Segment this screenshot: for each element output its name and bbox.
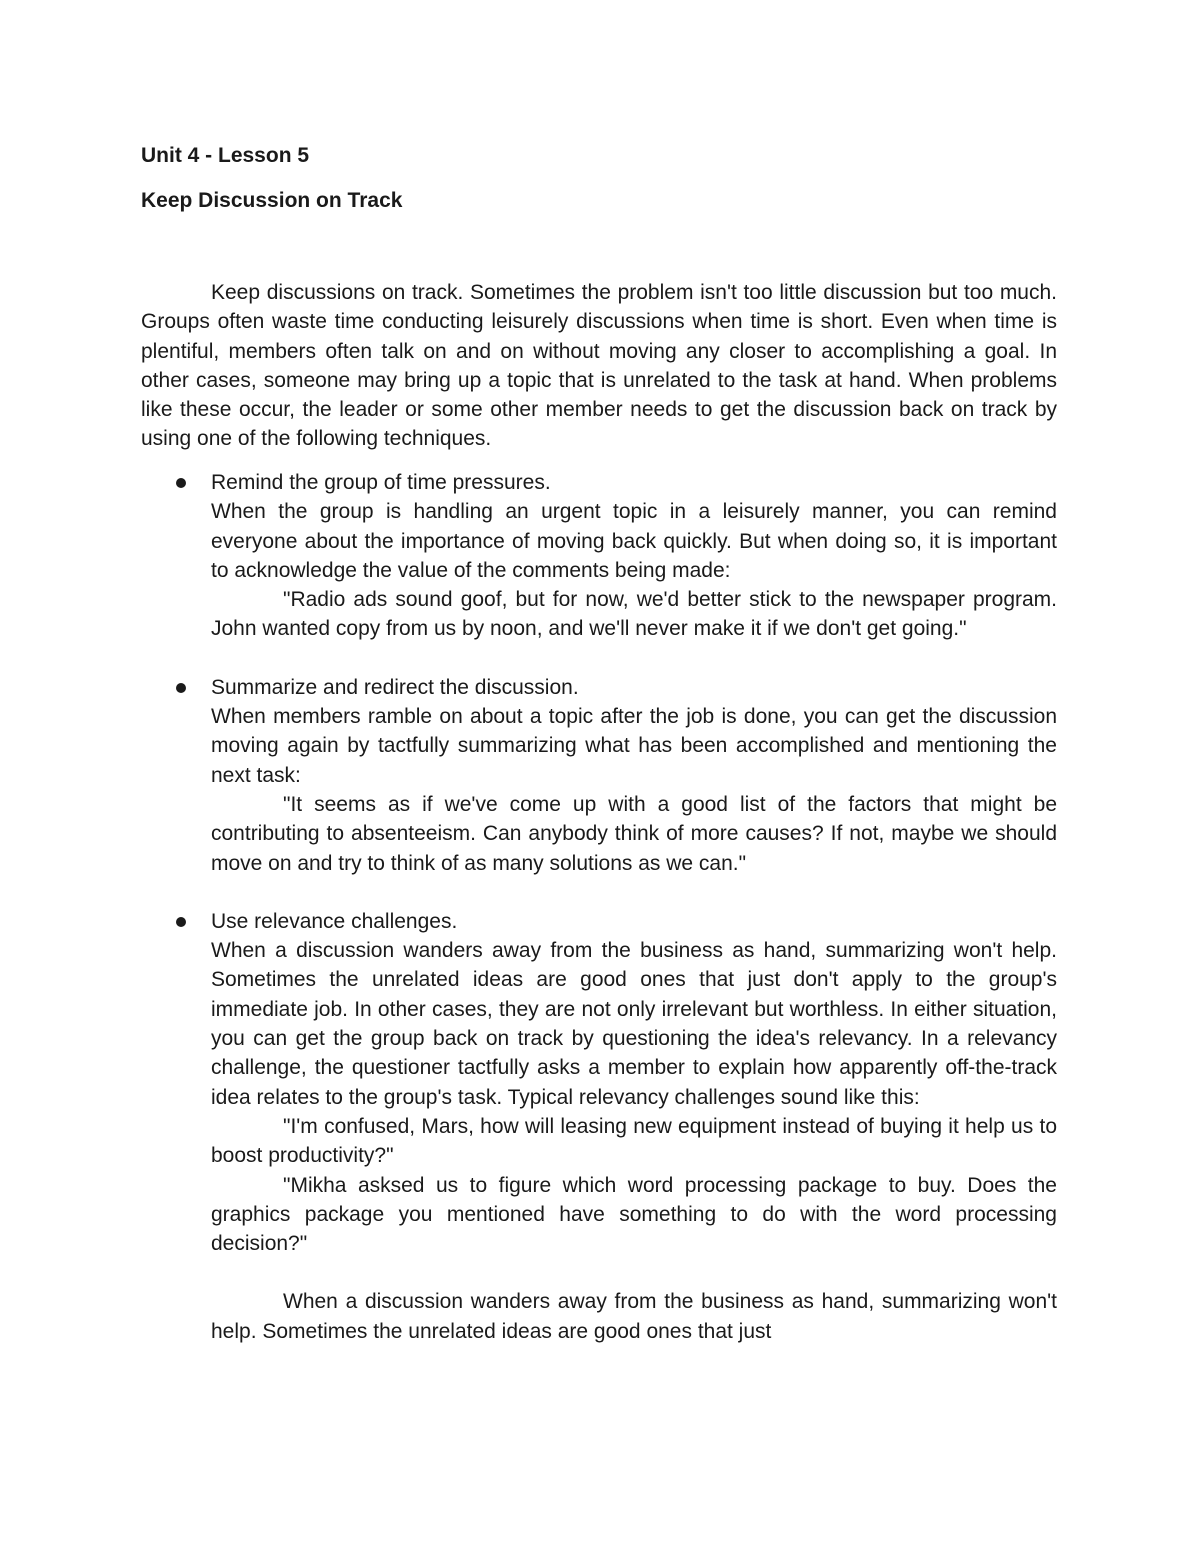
technique-item-relevance xyxy=(0,907,1200,1346)
technique-heading: Remind the group of time pressures. xyxy=(211,471,551,494)
technique-text: When a discussion wanders away from the business as hand, summarizing won't help. Sometimes the unrelated ideas are good ones that just don't apply to the group's immediate job. In other cases, they are not only irrelevant but worthless. In either situation, you can get the group back on track by questioning the idea's relevancy. In a relevancy challenge, the questioner tactfully asks a member to explain how apparently off-the-track idea relates to the group's task. Typical relevancy challenges sound like this: xyxy=(211,939,1057,1109)
technique-item-summarize xyxy=(0,673,1200,907)
closing-paragraph: When a discussion wanders away from the business as hand, summarizing won't help. Sometimes the unrelated ideas are good ones that just xyxy=(211,1290,1057,1343)
bullet-icon xyxy=(176,917,186,927)
example-quote: "It seems as if we've come up with a good list of the factors that might be contributing to absenteeism. Can anybody think of more causes? If not, maybe we should move on and try to think of as many solutions as we can." xyxy=(211,792,1057,875)
technique-item-time-pressures xyxy=(0,468,1200,673)
unit-title: Unit 4 - Lesson 5 xyxy=(141,144,310,167)
example-quote: "I'm confused, Mars, how will leasing new equipment instead of buying it help us to boost productivity?" xyxy=(211,1114,1057,1168)
example-quote: "Radio ads sound goof, but for now, we'd better stick to the newspaper program. John wanted copy from us by noon, and we'll never make it if we don't get going." xyxy=(211,588,1057,641)
technique-list xyxy=(0,468,1200,1346)
example-quote: "Mikha asksed us to figure which word processing package to buy. Does the graphics package you mentioned have something to do with the word processing decision?" xyxy=(211,1173,1057,1256)
technique-heading: Summarize and redirect the discussion. xyxy=(211,675,579,699)
bullet-icon xyxy=(176,478,186,488)
bullet-icon xyxy=(176,683,186,693)
lesson-title: Keep Discussion on Track xyxy=(141,189,403,212)
technique-text: When the group is handling an urgent topic in a leisurely manner, you can remind everyone about the importance of moving back quickly. But when doing so, it is important to acknowledge the value of the comments being made: xyxy=(211,500,1057,582)
technique-heading: Use relevance challenges. xyxy=(211,909,458,933)
intro-paragraph: Keep discussions on track. Sometimes the problem isn't too little discussion but too much. Groups often waste time conducting leisurely discussions when time is short. Even when time is plentiful, members often talk on and on without moving any closer to accomplishing a goal. In other cases, someone may bring up a topic that is unrelated to the task at hand. When problems like these occur, the leader or some other member needs to get the discussion back on track by using one of the following techniques. xyxy=(141,281,1057,451)
technique-text: When members ramble on about a topic after the job is done, you can get the discussion moving again by tactfully summarizing what has been accomplished and mentioning the next task: xyxy=(211,705,1057,787)
